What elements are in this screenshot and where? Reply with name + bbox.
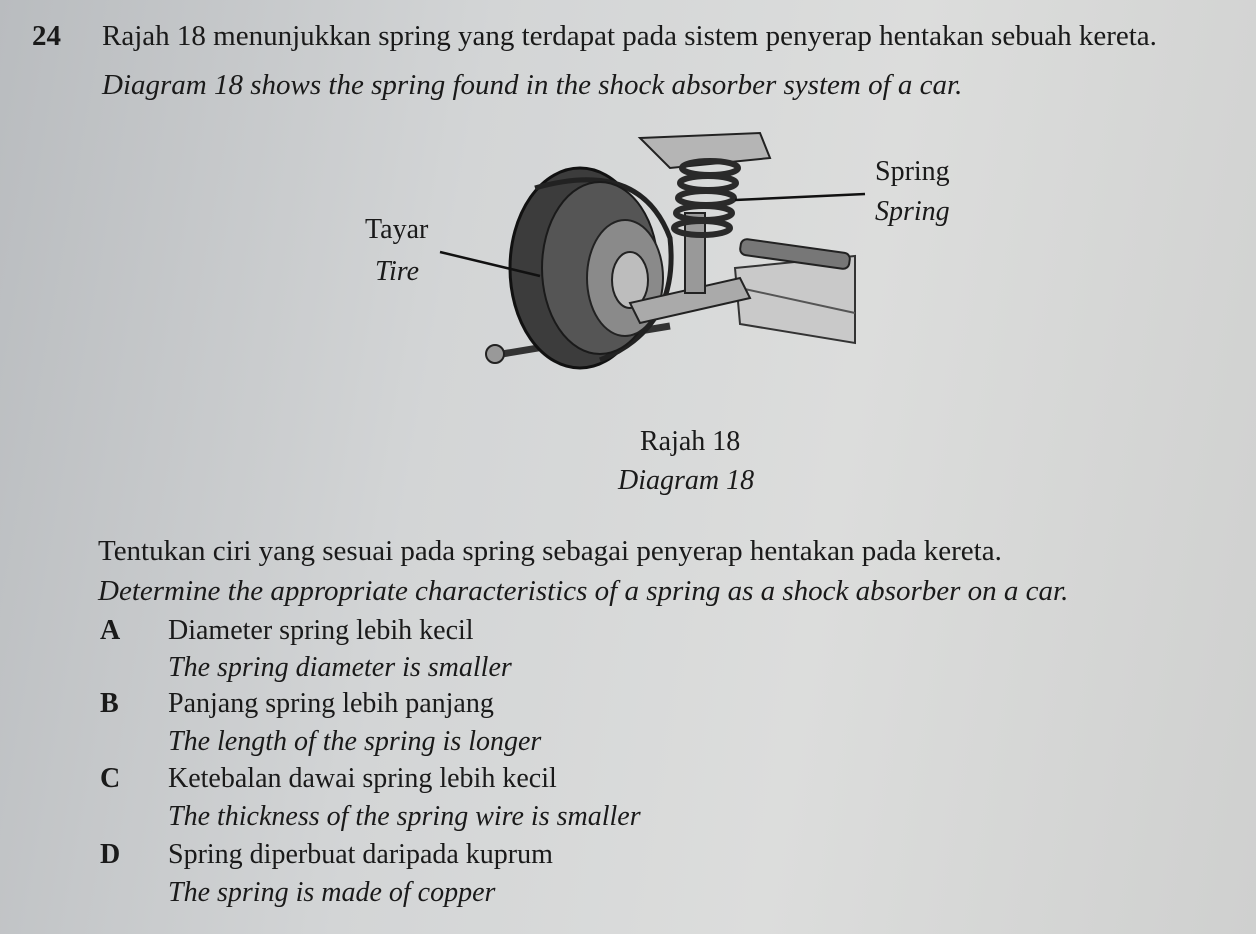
option-d-malay: Spring diperbuat daripada kuprum [168,839,553,870]
figure-caption-malay: Rajah 18 [640,426,741,457]
instruction-malay: Tentukan ciri yang sesuai pada spring sebagai penyerap hentakan pada kereta. [98,535,1002,567]
option-c-malay: Ketebalan dawai spring lebih kecil [168,763,557,794]
question-stem-english: Diagram 18 shows the spring found in the shock absorber system of a car. [102,69,963,101]
option-a-english: The spring diameter is smaller [168,652,512,683]
option-c-letter: C [100,763,121,794]
option-c-english: The thickness of the spring wire is smaller [168,801,641,832]
option-b-english: The length of the spring is longer [168,726,542,757]
option-d-english: The spring is made of copper [168,877,496,908]
tire-label-english: Tire [375,256,420,287]
figure-caption-english: Diagram 18 [618,465,755,496]
option-a-malay: Diameter spring lebih kecil [168,615,474,646]
option-b-letter: B [100,688,119,719]
shock-absorber-figure [340,128,980,378]
question-number: 24 [32,20,61,52]
instruction-english: Determine the appropriate characteristics of a spring as a shock absorber on a car. [98,575,1069,607]
option-a-letter: A [100,615,121,646]
spring-label-malay: Spring [875,156,950,187]
question-stem-malay: Rajah 18 menunjukkan spring yang terdapat pada sistem penyerap hentakan sebuah kereta. [102,20,1157,52]
tire-label-malay: Tayar [365,214,429,245]
option-b-malay: Panjang spring lebih panjang [168,688,494,719]
option-d-letter: D [100,839,121,870]
spring-label-english: Spring [875,196,950,227]
